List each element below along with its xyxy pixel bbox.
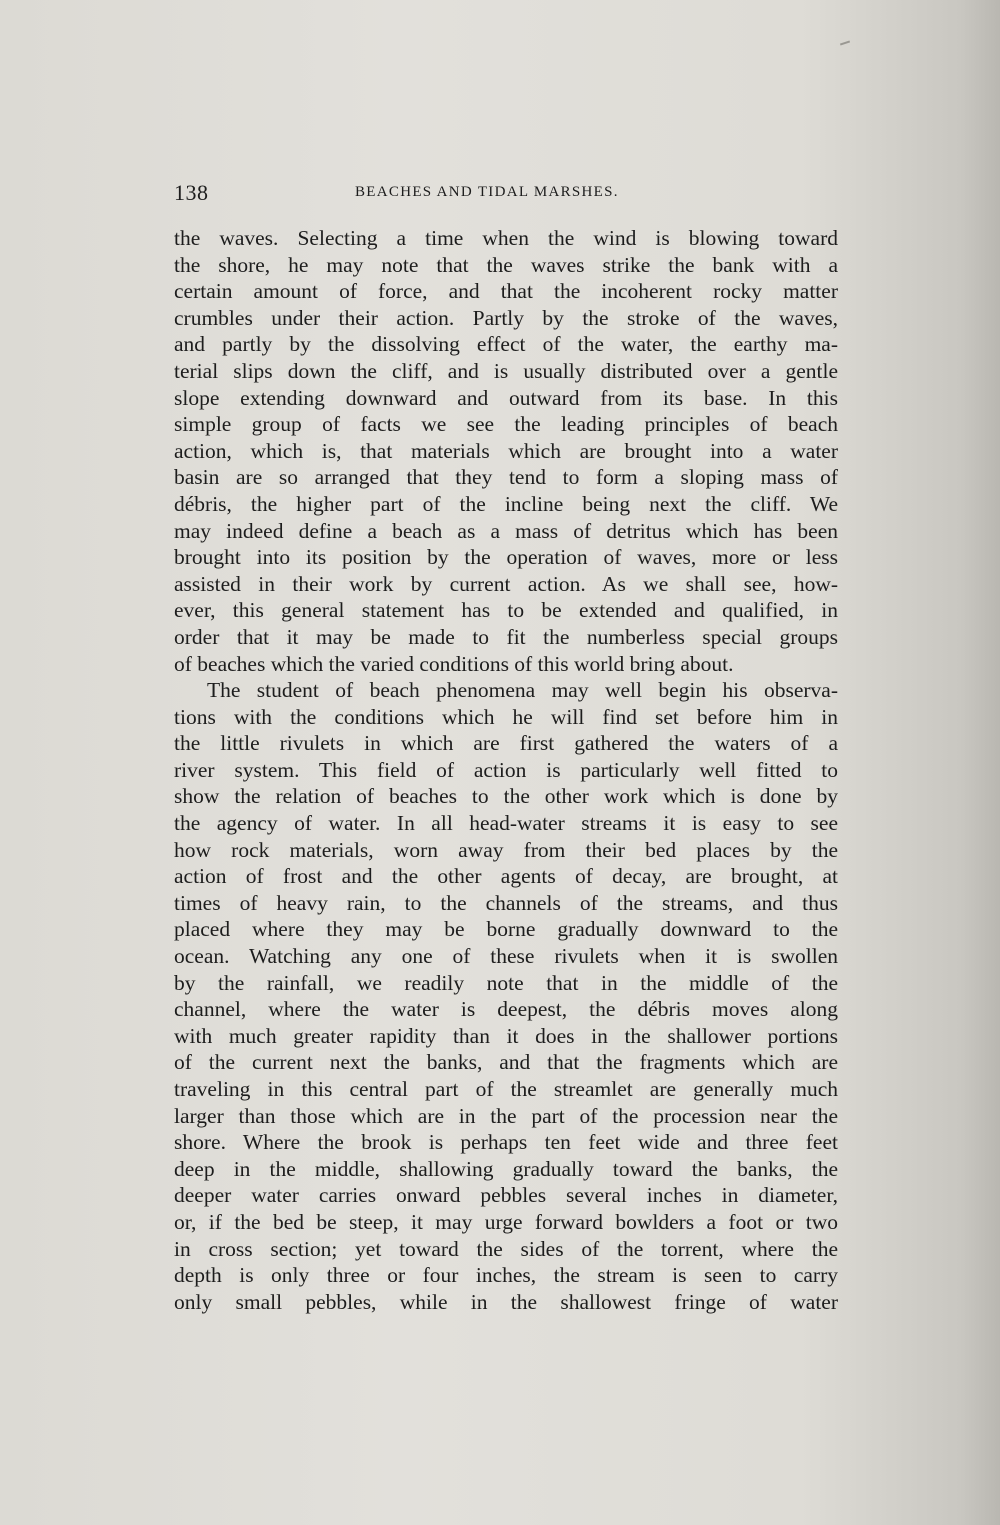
text-line: the little rivulets in which are first gathered the waters of a (174, 731, 838, 756)
text-line: by the rainfall, we readily note that in the middle of the (174, 970, 838, 995)
text-line: certain amount of force, and that the incoherent rocky matter (174, 279, 838, 304)
text-line: in cross section; yet toward the sides of the torrent, where the (174, 1236, 838, 1261)
paper-mark (840, 41, 850, 46)
text-line: depth is only three or four inches, the stream is seen to carry (174, 1263, 838, 1288)
text-line: may indeed define a beach as a mass of detritus which has been (174, 518, 838, 543)
text-line: brought into its position by the operation of waves, more or less (174, 545, 838, 570)
body-text (174, 225, 838, 1315)
text-line: river system. This field of action is particularly well fitted to (174, 757, 838, 782)
text-line: the agency of water. In all head-water streams it is easy to see (174, 811, 838, 836)
text-line: crumbles under their action. Partly by the stroke of the waves, (174, 305, 838, 330)
paragraph-end-line: of beaches which the varied conditions of this world bring about. (174, 651, 734, 676)
text-line: deeper water carries onward pebbles several inches in diameter, (174, 1183, 838, 1208)
text-line: times of heavy rain, to the channels of the streams, and thus (174, 890, 838, 915)
text-line: how rock materials, worn away from their bed places by the (174, 837, 838, 862)
text-line: basin are so arranged that they tend to form a sloping mass of (174, 465, 838, 490)
text-line: deep in the middle, shallowing gradually toward the banks, the (174, 1156, 838, 1181)
text-line: shore. Where the brook is perhaps ten feet wide and three feet (174, 1130, 838, 1155)
text-line: the waves. Selecting a time when the wind is blowing toward (174, 226, 838, 250)
text-line: and partly by the dissolving effect of the water, the earthy ma- (174, 332, 838, 357)
text-line: action, which is, that materials which are brought into a water (174, 438, 838, 463)
text-line: show the relation of beaches to the other work which is done by (174, 784, 838, 809)
text-line: channel, where the water is deepest, the débris moves along (174, 997, 838, 1022)
text-line: order that it may be made to fit the numberless special groups (174, 624, 838, 649)
text-line: only small pebbles, while in the shallowest fringe of water (174, 1289, 838, 1314)
text-line: the shore, he may note that the waves strike the bank with a (174, 252, 838, 277)
text-line: traveling in this central part of the streamlet are generally much (174, 1077, 838, 1101)
text-line: with much greater rapidity than it does in the shallower portions (174, 1023, 838, 1048)
text-line: simple group of facts we see the leading principles of beach (174, 412, 838, 437)
page-number: 138 (174, 180, 209, 205)
text-line: terial slips down the cliff, and is usually distributed over a gentle (174, 358, 838, 383)
text-line: tions with the conditions which he will find set before him in (174, 704, 838, 729)
page-header (174, 180, 834, 214)
text-line: larger than those which are in the part of the procession near the (174, 1103, 838, 1128)
text-line: slope extending downward and outward from its base. In this (174, 385, 838, 410)
text-line: of the current next the banks, and that the fragments which are (174, 1050, 838, 1075)
paragraph-start-line: The student of beach phenomena may well begin his observa- (207, 678, 838, 703)
text-line: débris, the higher part of the incline being next the cliff. We (174, 491, 838, 516)
text-line: action of frost and the other agents of decay, are brought, at (174, 864, 838, 889)
text-line: ocean. Watching any one of these rivulets when it is swollen (174, 944, 838, 969)
text-line: ever, this general statement has to be extended and qualified, in (174, 598, 838, 623)
text-line: assisted in their work by current action. As we shall see, how- (174, 571, 838, 596)
text-line: placed where they may be borne gradually downward to the (174, 917, 838, 942)
running-head: BEACHES AND TIDAL MARSHES. (355, 184, 619, 200)
text-line: or, if the bed be steep, it may urge forward bowlders a foot or two (174, 1209, 838, 1234)
